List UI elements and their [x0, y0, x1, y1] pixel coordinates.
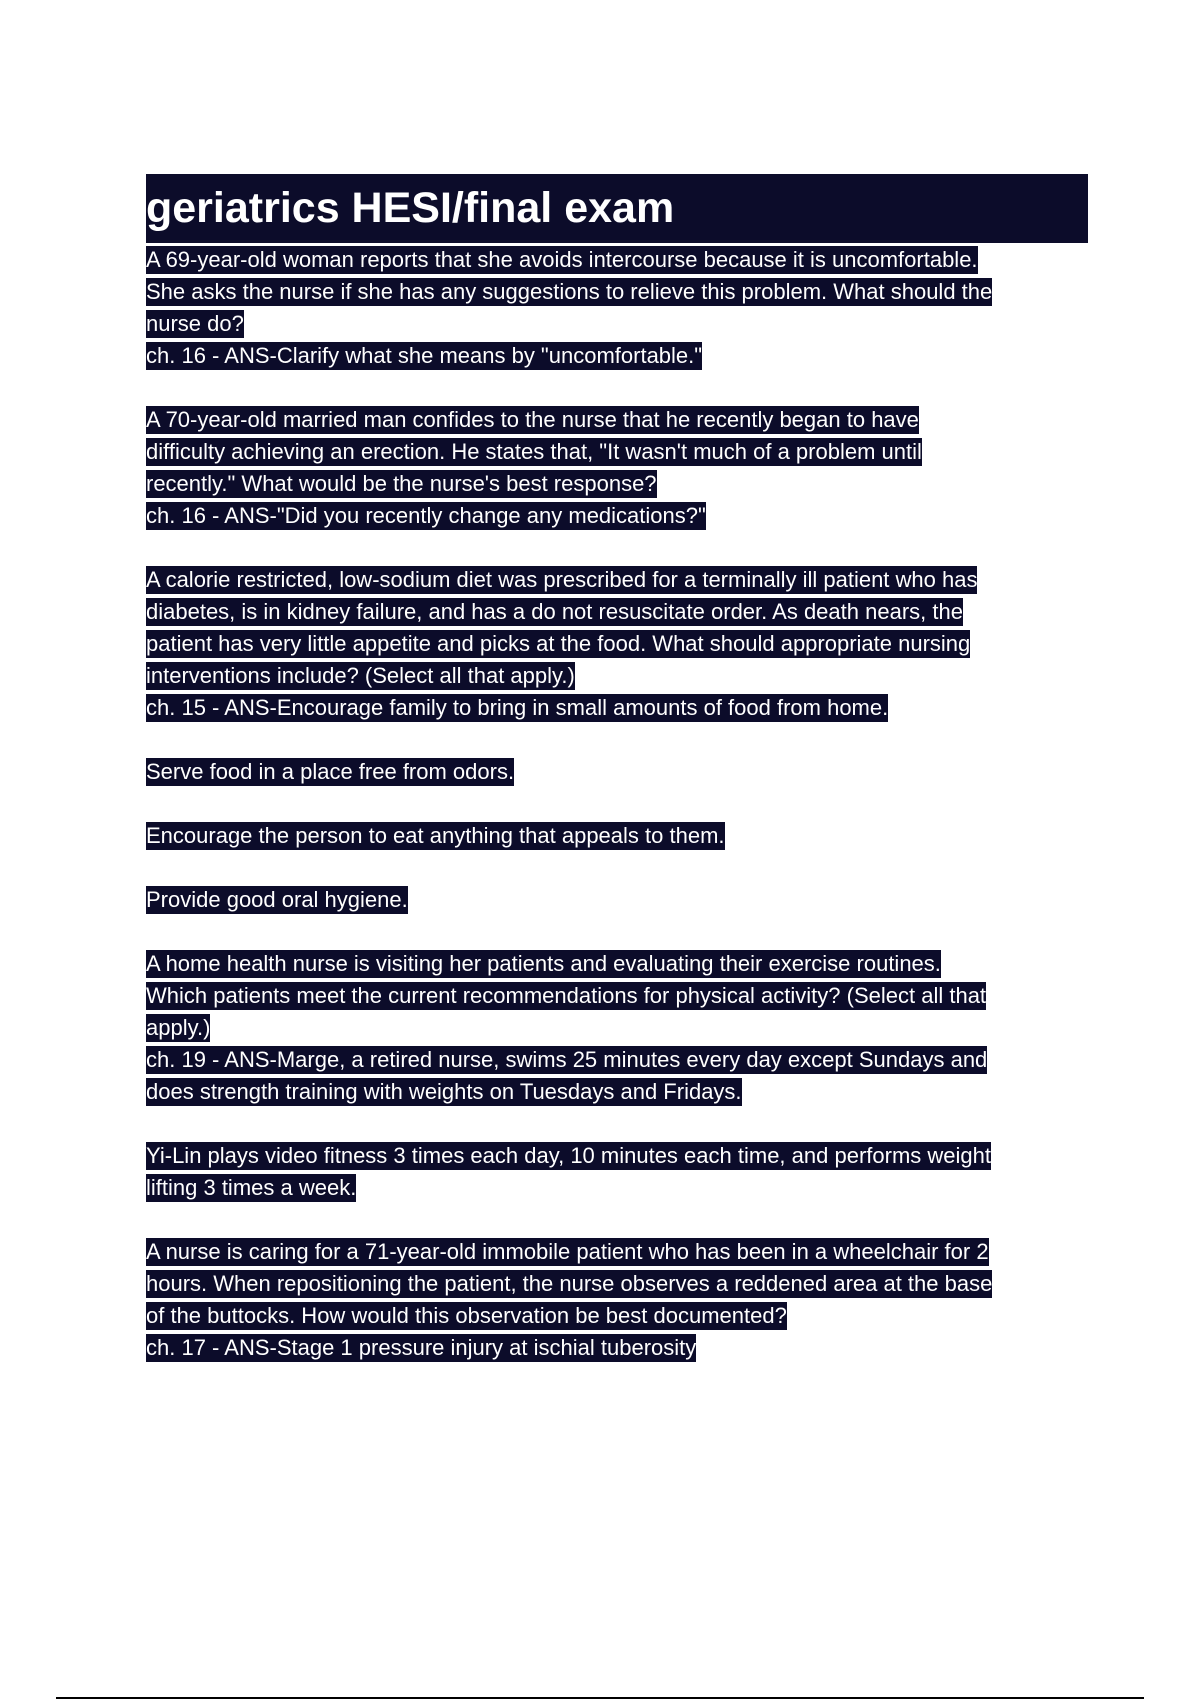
highlighted-text: Which patients meet the current recommendations for physical activity? (Select all that [146, 983, 987, 1008]
highlighted-text: patient has very little appetite and picks at the food. What should appropriate nursing [146, 631, 971, 656]
qa-block [146, 1140, 1076, 1204]
text-line [146, 948, 1076, 980]
highlighted-text: nurse do? [146, 311, 244, 336]
text-line [146, 884, 1076, 916]
qa-block [146, 244, 1076, 372]
text-line [146, 1268, 1076, 1300]
highlighted-text: interventions include? (Select all that apply.) [146, 663, 575, 688]
highlighted-text: A calorie restricted, low-sodium diet was prescribed for a terminally ill patient who has [146, 567, 978, 592]
text-line [146, 756, 1076, 788]
text-line [146, 1012, 1076, 1044]
highlighted-text: difficulty achieving an erection. He states that, "It wasn't much of a problem until [146, 439, 922, 464]
qa-block [146, 756, 1076, 788]
text-line [146, 692, 1076, 724]
text-line [146, 1332, 1076, 1364]
qa-block [146, 1236, 1076, 1364]
highlighted-text: She asks the nurse if she has any suggestions to relieve this problem. What should the [146, 279, 993, 304]
highlighted-text: ch. 16 - ANS-"Did you recently change any medications?" [146, 503, 706, 528]
qa-block [146, 948, 1076, 1108]
highlighted-text: recently." What would be the nurse's best response? [146, 471, 657, 496]
highlighted-text: ch. 16 - ANS-Clarify what she means by "uncomfortable." [146, 343, 703, 368]
text-line [146, 980, 1076, 1012]
text-line [146, 308, 1076, 340]
qa-block [146, 820, 1076, 852]
qa-block [146, 564, 1076, 724]
footer-divider [56, 1697, 1144, 1699]
text-line [146, 628, 1076, 660]
text-line [146, 244, 1076, 276]
text-line [146, 276, 1076, 308]
highlighted-text: Serve food in a place free from odors. [146, 759, 515, 784]
text-line [146, 436, 1076, 468]
text-line [146, 660, 1076, 692]
highlighted-text: ch. 17 - ANS-Stage 1 pressure injury at ischial tuberosity [146, 1335, 697, 1360]
highlighted-text: hours. When repositioning the patient, the nurse observes a reddened area at the base [146, 1271, 993, 1296]
highlighted-text: ch. 19 - ANS-Marge, a retired nurse, swims 25 minutes every day except Sundays and [146, 1047, 988, 1072]
highlighted-text: diabetes, is in kidney failure, and has a do not resuscitate order. As death nears, the [146, 599, 963, 624]
text-line [146, 404, 1076, 436]
text-line [146, 1044, 1076, 1076]
text-line [146, 1076, 1076, 1108]
text-line [146, 1300, 1076, 1332]
text-line [146, 820, 1076, 852]
highlighted-text: A 69-year-old woman reports that she avoids intercourse because it is uncomfortable. [146, 247, 978, 272]
text-line [146, 340, 1076, 372]
qa-block [146, 404, 1076, 532]
text-line [146, 1236, 1076, 1268]
highlighted-text: apply.) [146, 1015, 211, 1040]
highlighted-text: Yi-Lin plays video fitness 3 times each day, 10 minutes each time, and performs weight [146, 1143, 991, 1168]
highlighted-text: Encourage the person to eat anything that appeals to them. [146, 823, 725, 848]
text-line [146, 596, 1076, 628]
highlighted-text: A home health nurse is visiting her patients and evaluating their exercise routines. [146, 951, 941, 976]
text-line [146, 564, 1076, 596]
highlighted-text: ch. 15 - ANS-Encourage family to bring in small amounts of food from home. [146, 695, 889, 720]
text-line [146, 500, 1076, 532]
text-line [146, 1140, 1076, 1172]
highlighted-text: Provide good oral hygiene. [146, 887, 408, 912]
highlighted-text: lifting 3 times a week. [146, 1175, 357, 1200]
text-line [146, 1172, 1076, 1204]
text-line [146, 468, 1076, 500]
highlighted-text: of the buttocks. How would this observation be best documented? [146, 1303, 787, 1328]
highlighted-text: does strength training with weights on Tuesdays and Fridays. [146, 1079, 742, 1104]
document-body [146, 244, 1076, 1396]
qa-block [146, 884, 1076, 916]
highlighted-text: A 70-year-old married man confides to the nurse that he recently began to have [146, 407, 919, 432]
highlighted-text: A nurse is caring for a 71-year-old immobile patient who has been in a wheelchair for 2 [146, 1239, 989, 1264]
page-title: geriatrics HESI/final exam [146, 174, 1088, 243]
